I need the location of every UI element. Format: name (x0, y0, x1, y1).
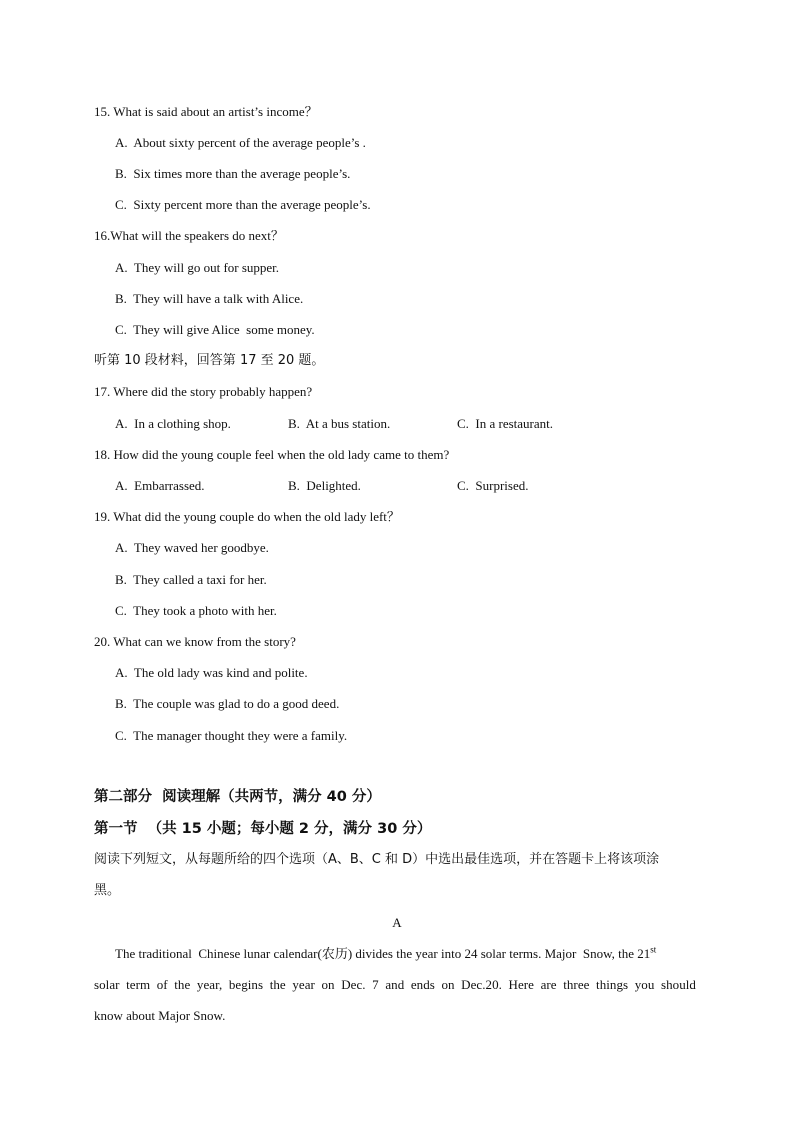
question-20-stem: 20. What can we know from the story? (94, 634, 296, 649)
question-18-option-c: C. Surprised. (457, 478, 529, 493)
question-20-option-c: C. The manager thought they were a family. (115, 728, 348, 743)
passage-line-1 (115, 946, 700, 962)
question-18-option-a: A. Embarrassed. (115, 478, 205, 493)
question-16-option-a: A. They will go out for supper. (115, 260, 280, 275)
question-17-option-c: C. In a restaurant. (457, 416, 554, 431)
passage-line-3: know about Major Snow. (94, 1008, 226, 1023)
question-17-option-a: A. In a clothing shop. (115, 416, 231, 431)
passage-line-2: solar term of the year, begins the year on Dec. 7 and ends on Dec.20. Here are three things you should (94, 977, 696, 992)
question-18-option-b: B. Delighted. (288, 478, 361, 493)
question-15-stem: 15. What is said about an artist’s income？ (94, 104, 318, 119)
question-19-stem: 19. What did the young couple do when the old lady left？ (94, 509, 400, 524)
reading-instruction-line-2: 黑。 (94, 883, 121, 898)
part-2-title: 第二部分 阅读理解（共两节，满分 40 分） (94, 789, 381, 805)
question-16-option-c: C. They will give Alice some money. (115, 322, 315, 337)
question-19-option-a: A. They waved her goodbye. (115, 540, 269, 555)
question-20-option-b: B. The couple was glad to do a good deed. (115, 696, 340, 711)
reading-instruction-line-1: 阅读下列短文，从每题所给的四个选项（A、B、C 和 D）中选出最佳选项，并在答题卡上将该项涂 (94, 852, 660, 867)
question-16-option-b: B. They will have a talk with Alice. (115, 291, 304, 306)
question-15-option-c: C. Sixty percent more than the average people’s. (115, 197, 371, 212)
passage-line-1-text: The traditional Chinese lunar calendar(农历) divides the year into 24 solar terms. Major Snow, the 21 (115, 946, 651, 961)
question-20-option-a: A. The old lady was kind and polite. (115, 665, 308, 680)
question-15-option-a: A. About sixty percent of the average people’s . (115, 135, 366, 150)
ordinal-suffix: st (650, 944, 657, 955)
question-19-option-b: B. They called a taxi for her. (115, 572, 267, 587)
question-16-stem: 16.What will the speakers do next？ (94, 228, 284, 243)
question-15-option-b: B. Six times more than the average people’s. (115, 166, 351, 181)
segment-10-instruction: 听第 10 段材料，回答第 17 至 20 题。 (94, 353, 325, 368)
question-18-stem: 18. How did the young couple feel when the old lady came to them? (94, 447, 450, 462)
passage-letter: A (392, 915, 402, 930)
question-17-stem: 17. Where did the story probably happen? (94, 384, 313, 399)
question-19-option-c: C. They took a photo with her. (115, 603, 277, 618)
section-1-title: 第一节 （共 15 小题；每小题 2 分，满分 30 分） (94, 821, 432, 837)
question-17-option-b: B. At a bus station. (288, 416, 391, 431)
